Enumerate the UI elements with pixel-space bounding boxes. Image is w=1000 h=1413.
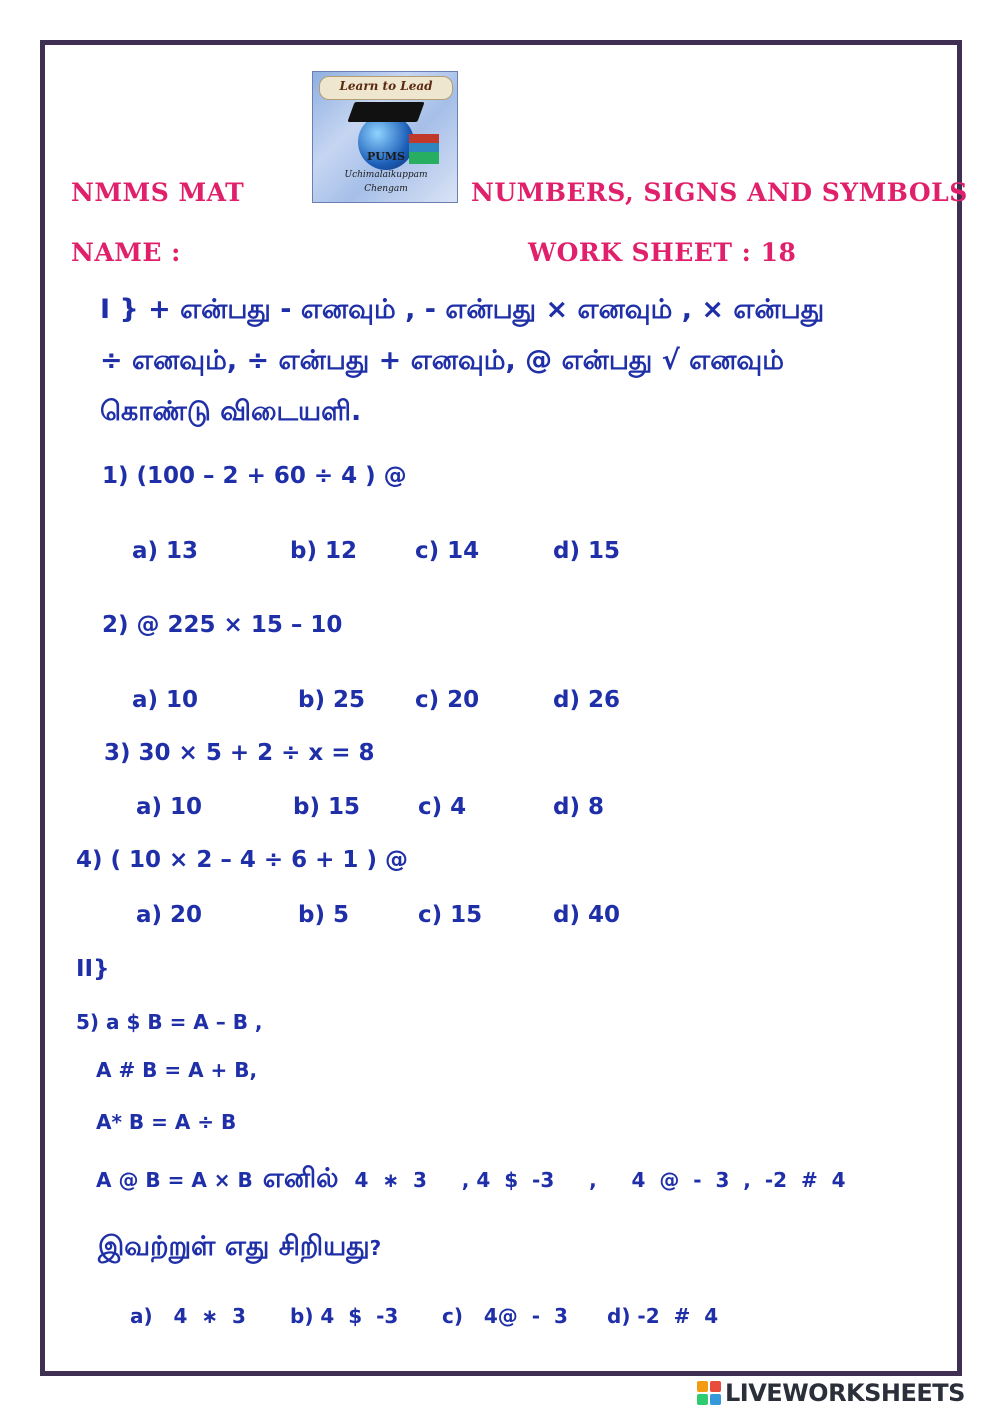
question-3: 3) 30 × 5 + 2 ÷ x = 8 — [104, 740, 375, 766]
school-logo — [312, 71, 458, 203]
definition-line-4-prefix: A @ B = A × B — [96, 1168, 253, 1192]
logo-place-2: Chengam — [364, 184, 408, 194]
instruction-line-3: கொண்டு விடையளி. — [100, 396, 362, 427]
q5-option-b[interactable]: b) 4 $ -3 — [290, 1304, 399, 1328]
definition-line-1: 5) a $ B = A – B , — [76, 1010, 263, 1034]
q2-option-d[interactable]: d) 26 — [553, 687, 620, 713]
q5-option-c[interactable]: c) 4@ - 3 — [442, 1304, 568, 1328]
question-2: 2) @ 225 × 15 – 10 — [102, 612, 343, 638]
question-4: 4) ( 10 × 2 – 4 ÷ 6 + 1 ) @ — [76, 847, 408, 873]
question-5-tamil: இவற்றுள் எது சிறியது — [98, 1231, 370, 1262]
instruction-line-2: ÷ எனவும், ÷ என்பது + எனவும், @ என்பது √ எனவும் — [100, 345, 784, 376]
question-1: 1) (100 – 2 + 60 ÷ 4 ) @ — [102, 463, 407, 489]
header-left-title: NMMS MAT — [71, 178, 245, 207]
definition-line-3: A* B = A ÷ B — [96, 1110, 237, 1134]
worksheet-number: WORK SHEET : 18 — [528, 238, 797, 267]
definition-line-4-tamil: எனில் — [262, 1163, 339, 1194]
definition-line-4-rest: 4 ∗ 3 , 4 $ -3 , 4 @ - 3 , -2 # 4 — [354, 1168, 846, 1192]
logo-place-1: Uchimalaikuppam — [344, 170, 428, 180]
q5-option-a[interactable]: a) 4 ∗ 3 — [130, 1304, 246, 1328]
question-5 — [98, 1231, 381, 1266]
q4-option-c[interactable]: c) 15 — [418, 902, 483, 928]
q1-option-c[interactable]: c) 14 — [415, 538, 480, 564]
liveworksheets-text: LIVEWORKSHEETS — [725, 1379, 965, 1407]
q3-option-a[interactable]: a) 10 — [136, 794, 203, 820]
logo-school-name: PUMS — [367, 150, 405, 163]
header-right-title: NUMBERS, SIGNS AND SYMBOLS — [471, 178, 968, 207]
q1-option-a[interactable]: a) 13 — [132, 538, 199, 564]
q1-option-d[interactable]: d) 15 — [553, 538, 620, 564]
definition-line-2: A # B = A + B, — [96, 1058, 258, 1082]
q5-option-d[interactable]: d) -2 # 4 — [607, 1304, 719, 1328]
definition-line-4 — [96, 1163, 846, 1198]
q4-option-d[interactable]: d) 40 — [553, 902, 620, 928]
q3-option-b[interactable]: b) 15 — [293, 794, 360, 820]
question-5-mark: ? — [369, 1236, 382, 1260]
q2-option-a[interactable]: a) 10 — [132, 687, 199, 713]
q4-option-b[interactable]: b) 5 — [298, 902, 349, 928]
logo-motto: Learn to Lead — [339, 79, 433, 93]
name-label: NAME : — [71, 238, 181, 267]
section-2-label: II} — [76, 956, 110, 982]
graduation-cap-icon — [347, 102, 424, 122]
liveworksheets-icon — [697, 1381, 721, 1405]
q4-option-a[interactable]: a) 20 — [136, 902, 203, 928]
q2-option-b[interactable]: b) 25 — [298, 687, 365, 713]
q3-option-d[interactable]: d) 8 — [553, 794, 604, 820]
instruction-line-1: I } + என்பது - எனவும் , - என்பது × எனவும் , × என்பது — [100, 294, 825, 325]
q2-option-c[interactable]: c) 20 — [415, 687, 480, 713]
q1-option-b[interactable]: b) 12 — [290, 538, 357, 564]
q3-option-c[interactable]: c) 4 — [418, 794, 467, 820]
liveworksheets-logo[interactable] — [697, 1378, 965, 1408]
